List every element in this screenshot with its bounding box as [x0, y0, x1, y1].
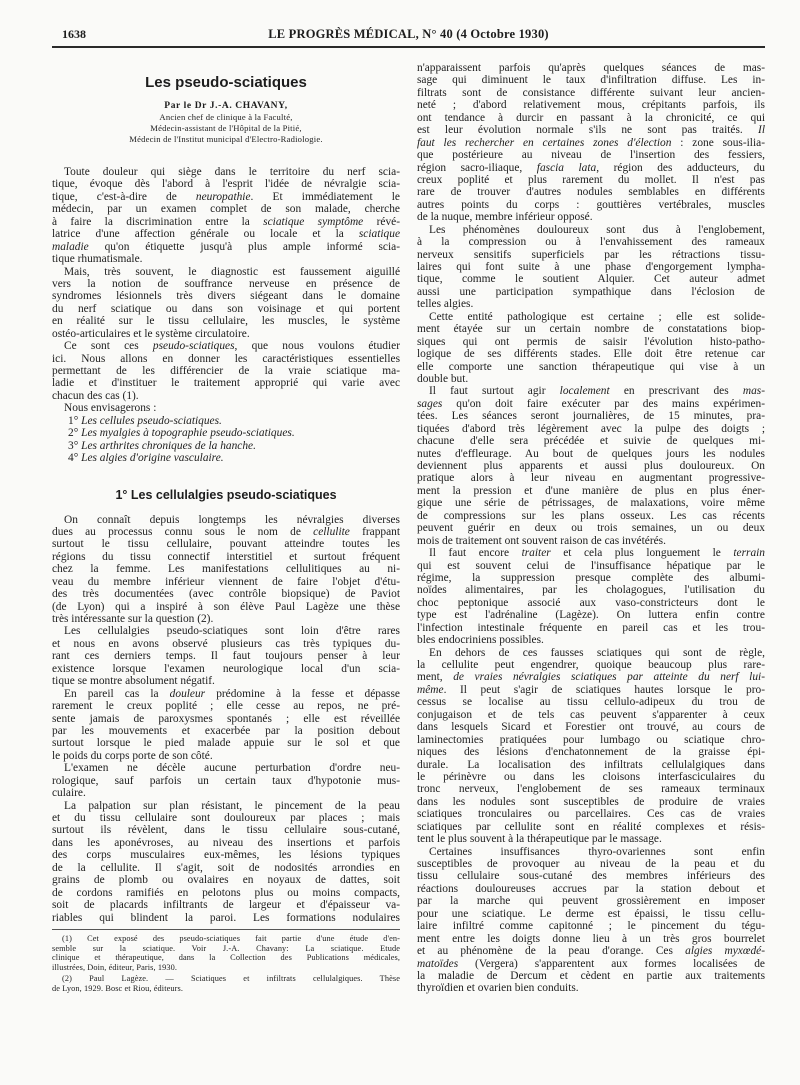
text-line: de la nuque, membre inférieur opposé.	[417, 211, 593, 224]
text-line	[52, 526, 400, 538]
text-line: dans les aponévroses, au niveau des insertions et parfois	[52, 836, 400, 849]
text-line: veau du membre inférieur viennent de faire l'objet d'étu-	[52, 575, 400, 588]
italic-text: sciatique	[358, 228, 400, 241]
paragraph	[52, 800, 400, 924]
text-segment: : zone sous-ilia-	[671, 136, 765, 149]
text-segment: prédomine à la fesse et dépasse	[205, 687, 400, 700]
text-line: durale. La localisation des infiltrats cellulalgiques dans	[417, 758, 765, 771]
text-line: siques qui ont permis de saisir l'évolution histo-patho-	[417, 335, 765, 348]
text-line: en réalité sur le tissu cellulaire, les muscles, le système	[52, 315, 400, 328]
italic-text: Les myalgies à topographie pseudo-sciatiques.	[81, 427, 295, 440]
text-line: (1) Cet exposé des pseudo-sciatiques fait partie d'une étude d'en-	[62, 934, 400, 943]
text-line: aussi une participation sympathique dans l'éclosion de	[417, 285, 765, 298]
text-segment: . Il peut s'agir de sciatiques hautes lorsque le pro-	[443, 683, 765, 696]
italic-text: faut les rechercher en certaines zones d'élection	[417, 136, 672, 149]
text-line: illustrées, Doin, éditeur, Paris, 1930.	[52, 962, 178, 972]
italic-text: Les cellules pseudo-sciatiques.	[81, 414, 222, 427]
text-line: rologique, sauf parfois un certain taux d'hypotonie mus-	[52, 774, 400, 787]
italic-text: Les arthrites chroniques de la hanche.	[81, 439, 256, 452]
text-segment: 4°	[68, 452, 82, 465]
text-segment: Il faut surtout agir	[429, 385, 560, 398]
text-line	[417, 162, 765, 174]
text-line	[52, 228, 400, 240]
text-line: existence lorsque l'examen neurologique local d'un scia-	[52, 662, 400, 675]
running-header: LE PROGRÈS MÉDICAL, N° 40 (4 Octobre 1930)	[268, 27, 549, 41]
paragraph	[52, 402, 400, 414]
text-line: tique, évoque dès l'abord à l'esprit l'idée de névralgie scia-	[52, 178, 400, 191]
text-line: (de Lyon) qui a inspiré à son élève Paul Lagèze une thèse	[52, 600, 400, 613]
text-segment: latrice d'une affection générale ou locale et la	[52, 228, 359, 241]
text-segment: est leur évolution normale s'ils ne sont pas traités.	[417, 124, 759, 137]
text-line: des très documentées (avec contrôle biopsique) de Paviot	[52, 588, 400, 601]
paragraph	[417, 547, 765, 647]
author-byline: Par le Dr J.-A. CHAVANY,	[164, 101, 288, 111]
text-line: laire infiltré comme capitonné ; le pincement du tégu-	[417, 920, 765, 933]
text-line: de compressions sur les plans osseux. Les cas récents	[417, 509, 765, 522]
text-line: laires qui font suite à une phase d'engorgement lympha-	[417, 261, 765, 273]
italic-text: sages	[417, 397, 443, 410]
text-line	[417, 385, 765, 397]
text-segment: frappant	[349, 525, 401, 538]
text-line: noïdes alimentaires, par les cholagogues, l'utilisation du	[417, 584, 765, 597]
text-segment: Ce sont ces	[64, 340, 153, 353]
affiliation: Ancien chef de clinique à la Faculté,	[159, 112, 293, 122]
paragraph	[417, 647, 765, 846]
text-line: ladie et d'instituer le traitement approprié qui varie avec	[52, 377, 400, 390]
paragraph	[417, 846, 765, 995]
text-line: vers la notion de souffrance nerveuse en présence de	[52, 277, 400, 290]
text-line: tissu cellulaire sous-cutané des membres inférieurs des	[417, 870, 765, 883]
left-column-body	[52, 166, 400, 924]
text-line: qui est souvent celui de l'insuffisance hépatique par le	[417, 559, 765, 572]
text-line: nutes d'effleurage. Au bout de quelques jours les nodules	[417, 447, 765, 460]
text-line: clinique et thérapeutique, dans la Collection des Publications médicales,	[52, 953, 400, 963]
text-segment: en prescrivant des	[609, 385, 743, 398]
text-line: deviennent plus apparents et aussi plus douloureux. On	[417, 460, 765, 472]
text-line: ment entre les doigts donne lieu à un très gros bourrelet	[417, 932, 765, 945]
italic-text: neuropathie	[195, 190, 251, 203]
text-segment: 2°	[68, 427, 82, 440]
text-line: La palpation sur plan résistant, le pincement de la peau	[64, 799, 400, 812]
text-line: le périnèvre ou dans les cloisons interfasciculaires du	[417, 770, 765, 783]
page-number: 1638	[62, 27, 86, 41]
author-affiliations	[52, 112, 400, 145]
text-line: des corps musculaires eux-mêmes, les lésions typiques	[52, 849, 400, 862]
text-line: ont tendance à durcir en passant à la chronicité, ce qui	[417, 111, 765, 124]
text-line: la maladie de Dercum et cèdent en partie aux traitements	[417, 969, 765, 982]
text-segment: (Vergera) s'apparentent aux formes localisées de	[458, 957, 765, 970]
text-line: Certaines insuffisances thyro-ovariennes sont enfin	[429, 845, 765, 858]
paragraph	[52, 625, 400, 687]
text-line: pour une sciatique. Le derme est épaissi, le tissu cellu-	[417, 907, 765, 920]
text-segment: et cela plus longuement le	[550, 547, 734, 560]
text-line: filtrats sont de consistance différente suivant leur ancien-	[417, 86, 765, 99]
text-line: tique rhumatismale.	[52, 253, 143, 266]
paragraph	[417, 62, 765, 224]
text-line: de Lyon, 1929. Bosc et Riou, éditeurs.	[52, 983, 184, 993]
text-line: Cette entité pathologique est certaine ; elle est solide-	[429, 310, 765, 323]
text-line: et du tissu cellulaire sont douloureux par places ; mais	[52, 812, 400, 824]
text-line: (2) Paul Lagèze. — Sciatiques et infiltrats cellulalgiques. Thèse	[62, 974, 400, 984]
text-line: de la cellulite. Il s'agit, soit de nodosités arrondies en	[52, 861, 400, 874]
text-line: ostéo-articulaires et le système circulatoire.	[52, 327, 250, 340]
enumerated-list	[52, 415, 400, 465]
text-line: elle comporte une sanction thérapeutique qui vise à un	[417, 360, 765, 373]
text-line: n'apparaissent parfois qu'après quelques séances de mas-	[417, 62, 765, 74]
italic-text: fascia lata	[536, 161, 597, 174]
text-segment: qu'on étiquette jusqu'à plus ample informé scia-	[88, 240, 400, 253]
text-line: médecin, par un examen complet de son malade, cherche	[52, 203, 400, 216]
footnote-rule	[52, 929, 400, 930]
paragraph	[52, 166, 400, 266]
text-segment: à faire la discrimination entre la	[52, 215, 264, 228]
text-line: tique, comme le soutient Alquier. Cet auteur admet	[417, 273, 765, 286]
text-line: du nerf sciatique ou dans son voisinage et qui portent	[52, 302, 400, 315]
text-line: Les cellulalgies pseudo-sciatiques sont loin d'être rares	[64, 625, 400, 638]
right-column	[417, 62, 765, 995]
text-line: riables qui blindent la paroi. Les formations nodulaires	[52, 911, 400, 924]
text-line	[417, 671, 765, 683]
text-line: de cordons ramifiés en pelotons plus ou moins compacts,	[52, 886, 400, 899]
text-segment: qu'on doit faire exécuter par des mains expérimen-	[442, 397, 765, 410]
text-line: dans les nodules sont susceptibles de produire de vraies	[417, 795, 765, 808]
text-line: peuvent guérir en deux ou trois semaines, un ou deux	[417, 522, 765, 535]
text-line: neté ; d'abord relativement mous, crépitants parfois, ils	[417, 99, 765, 112]
text-line: sciatiques par cellulite sont en réalité complexes et résis-	[417, 820, 765, 833]
text-line	[52, 216, 400, 228]
text-line: Nous envisagerons :	[64, 402, 157, 415]
text-line: rarement le creux poplité ; elle cesse au repos, ne pré-	[52, 700, 400, 713]
italic-text: algies myxœdé-	[685, 945, 765, 958]
text-line	[417, 124, 765, 136]
text-segment: dues au processus connu sous le nom de	[52, 525, 314, 538]
text-segment: 3°	[68, 439, 82, 452]
text-line: que postérieure au niveau de l'insertion des fessiers,	[417, 149, 765, 162]
paragraph	[52, 340, 400, 402]
text-line: rare de trouver d'autres nodules semblables en différents	[417, 186, 765, 199]
text-segment: . Et immédiatement le	[250, 190, 400, 203]
text-line: ment étayée sur un certain nombre de constatations biop-	[417, 323, 765, 336]
text-line: chacune d'elle sera précédée et suivie de quelques mi-	[417, 435, 765, 448]
italic-text: Les algies d'origine vasculaire.	[81, 452, 224, 465]
text-line: bles endocriniens possibles.	[417, 634, 544, 647]
italic-text: traiter	[521, 547, 551, 560]
text-line: logique de ses différents stades. Elle doit être retenue car	[417, 348, 765, 361]
text-line: syndromes lésionnels très divers siégeant dans le domaine	[52, 290, 400, 303]
paragraph	[417, 385, 765, 547]
text-segment: , région des adducteurs, du	[596, 161, 766, 174]
text-line: régime, la suppression presque complète des albumi-	[417, 571, 765, 584]
text-line: rant ces derniers temps. Il faut toujours penser à leur	[52, 650, 400, 663]
text-line	[417, 137, 765, 149]
text-line: le poids du corps porte de son côté.	[52, 749, 213, 762]
text-line: tent le plus souvent à la thérapeutique par le massage.	[417, 833, 662, 846]
text-line: et nous en avons observé plusieurs cas très typiques du-	[52, 637, 400, 650]
text-segment: En pareil cas la	[64, 687, 170, 700]
text-line: laminectomies pratiquées pour lumbago ou sciatique chro-	[417, 733, 765, 746]
text-segment: région sacro-iliaque,	[417, 161, 537, 174]
paragraph	[52, 514, 400, 626]
left-column	[52, 70, 400, 924]
text-line: En dehors de ces fausses sciatiques qui sont de règle,	[429, 646, 765, 659]
text-line: surtout ils révèlent, dans le tissu cellulaire sous-cutané,	[52, 824, 400, 837]
text-line: ici. Nous allons en donner les caractéristiques essentielles	[52, 352, 400, 365]
text-line: Toute douleur qui siège dans le territoire du nerf scia-	[64, 166, 400, 178]
text-line: sage qui diminuent le taux d'infiltration diffuse. Les in-	[417, 74, 765, 87]
text-line: semble sur la sciatique. Voir J.-A. Chavany: La sciatique. Etude	[52, 943, 400, 953]
text-line: telles algies.	[417, 298, 474, 311]
paragraph	[417, 224, 765, 311]
text-line: tique se montre absolument négatif.	[52, 675, 215, 688]
text-line: la cellulite peut engendrer, quoique beaucoup plus rare-	[417, 659, 765, 671]
paragraph	[52, 266, 400, 341]
text-segment: Il faut encore	[429, 547, 522, 560]
footnotes	[52, 934, 400, 994]
text-line: L'examen ne décèle aucune perturbation d'ordre neu-	[64, 762, 400, 775]
section-heading: 1° Les cellulalgies pseudo-sciatiques	[115, 487, 337, 502]
text-line: autres points du corps : gouttières vertébrales, muscles	[417, 198, 765, 211]
text-line	[417, 398, 765, 410]
italic-text: maladie	[52, 240, 89, 253]
text-line	[417, 547, 765, 559]
text-line: tronc nerveux, l'englobement de ses rameaux terminaux	[417, 783, 765, 796]
italic-text: Il	[758, 124, 765, 137]
list-item	[52, 440, 400, 452]
text-line: à la compression ou à l'envahissement des rameaux	[417, 236, 765, 249]
text-line: ment la pression et d'une manière de plus en plus éner-	[417, 484, 765, 497]
text-line: On connaît depuis longtemps les névralgies diverses	[64, 513, 400, 526]
text-line: dans lesquels Sicard et Forestier ont trouvé, au cours de	[417, 721, 765, 734]
text-line: soit de placards infiltrants de largeur et d'épaisseur va-	[52, 899, 400, 912]
text-line	[52, 688, 400, 700]
text-line: mois de traitement ont souvent raison de cas invétérés.	[417, 534, 666, 547]
article-title: Les pseudo-sciatiques	[145, 74, 307, 91]
list-item	[52, 415, 400, 427]
text-segment: tique, c'est-à-dire de	[52, 190, 196, 203]
text-segment: ment,	[417, 671, 454, 684]
italic-text: mas-	[742, 385, 765, 398]
text-line: culaire.	[52, 787, 86, 800]
text-line: cessus se localise au tissu cellulo-adipeux du trou de	[417, 696, 765, 709]
text-line: réactions douloureuses accrues par la station debout et	[417, 882, 765, 895]
text-line: régions du tissu connectif interstitiel et surtout fréquent	[52, 550, 400, 563]
footnote	[52, 934, 400, 972]
text-line: tiquées d'abord très légèrement avec la pulpe des doigts ;	[417, 422, 765, 435]
text-line	[52, 241, 400, 253]
list-item	[52, 427, 400, 439]
text-line: niques des lésions d'enchatonnement de la graisse épi-	[417, 746, 765, 759]
text-line	[52, 191, 400, 203]
text-line: par les mouvements et exacerbée par la position debout	[52, 724, 400, 737]
text-line: thyroïdien et ovarien bien conduits.	[417, 982, 579, 995]
text-line: chacun des cas (1).	[52, 389, 139, 402]
paragraph	[52, 762, 400, 799]
text-line: sciatiques tronculaires ou parcellaires. Ces cas de vraies	[417, 808, 765, 821]
italic-text: localement	[559, 385, 610, 398]
text-line: grains de plomb ou ovalaires en noyaux de dattes, soit	[52, 874, 400, 887]
italic-text: cellulite	[313, 525, 350, 538]
italic-text: pseudo-sciatiques	[152, 340, 235, 353]
paragraph	[52, 688, 400, 763]
italic-text: terrain	[733, 547, 766, 560]
text-line: double but.	[417, 372, 469, 385]
text-line: chez la femme. Les manifestations cellulitiques au ni-	[52, 563, 400, 576]
text-line: Les phénomènes douloureux sont dus à l'englobement,	[429, 223, 765, 236]
italic-text: même	[417, 683, 444, 696]
italic-text: de vraies névralgies sciatiques par atteinte du nerf lui-	[453, 671, 765, 684]
text-line	[417, 684, 765, 696]
text-line: surtout le tissu cellulaire, pouvant atteindre toutes les	[52, 538, 400, 551]
footnote	[52, 974, 400, 993]
text-segment: et au phénomène de la peau d'orange. Ces	[417, 945, 686, 958]
text-line: Mais, très souvent, le diagnostic est faussement aiguillé	[64, 265, 400, 278]
text-line: pratique alors à leur niveau en augmentant progressive-	[417, 472, 765, 485]
text-line	[417, 958, 765, 970]
text-line: sente jamais de paroxysmes spontanés ; elle est réveillée	[52, 712, 400, 725]
text-line	[417, 945, 765, 957]
text-line	[52, 340, 400, 352]
header-rule	[52, 46, 765, 48]
affiliation: Médecin de l'Institut municipal d'Electro-Radiologie.	[129, 134, 323, 144]
paragraph	[417, 311, 765, 386]
text-segment: , que nous voulons étudier	[234, 340, 400, 353]
right-column-body	[417, 62, 765, 995]
italic-text: sciatique symptôme	[263, 215, 364, 228]
text-segment: révé-	[363, 215, 401, 228]
italic-text: douleur	[169, 687, 206, 700]
text-segment: 1°	[68, 414, 82, 427]
text-line: type est l'adrénaline (Lagèze). On luttera enfin contre	[417, 609, 765, 622]
text-line: surtout lorsque le pied malade appuie sur le sol et que	[52, 737, 400, 750]
text-line: permettant de les différencier de la vraie sciatique ma-	[52, 365, 400, 377]
text-line: tées. Les séances seront journalières, de 15 minutes, pra-	[417, 410, 765, 423]
text-line: conjugaison et de tels cas peuvent s'apparenter à ceux	[417, 708, 765, 721]
affiliation: Médecin-assistant de l'Hôpital de la Pitié,	[150, 123, 302, 133]
text-line: creux poplité et plus rarement du mollet. Il n'est pas	[417, 173, 765, 186]
text-line: par la marche qui peuvent grossièrement en imposer	[417, 895, 765, 908]
text-line: gique une série de pétrissages, de malaxations, voire même	[417, 497, 765, 510]
text-line: très intéressante sur la question (2).	[52, 613, 214, 625]
text-line: l'infection intestinale fréquente en pareil cas et les trou-	[417, 621, 765, 634]
text-line: nerveux sensitifs superficiels par les rétractions tissu-	[417, 248, 765, 261]
list-item	[52, 452, 400, 464]
text-line: choc peptonique associé aux vaso-constricteurs dont le	[417, 596, 765, 609]
italic-text: matoïdes	[417, 957, 459, 970]
text-line: susceptibles de provoquer au niveau de la peau et du	[417, 858, 765, 870]
